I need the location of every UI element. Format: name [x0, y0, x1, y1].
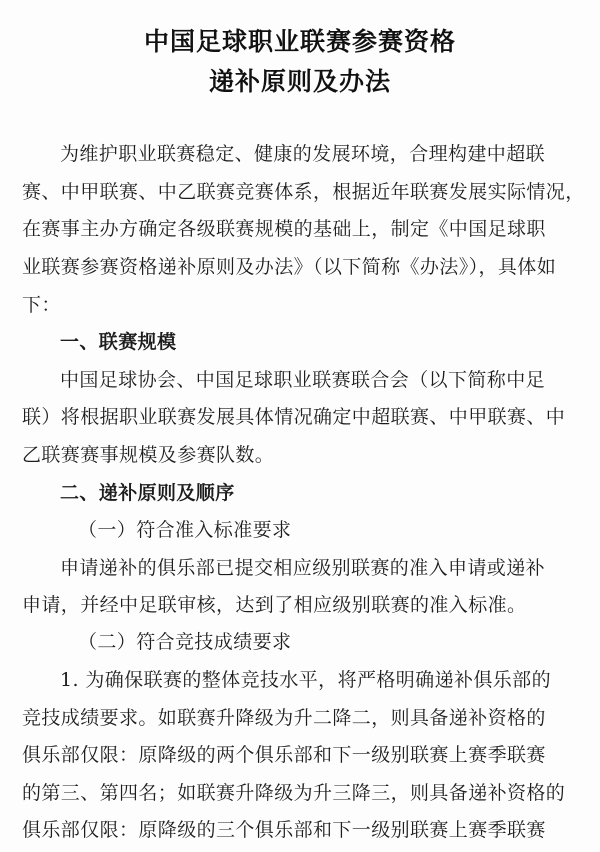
subsection-paragraph-line: 申请，并经中足联审核，达到了相应级别联赛的准入标准。 — [22, 594, 527, 616]
intro-paragraph-line: 业联赛参赛资格递补原则及办法》（以下简称《办法》），具体如 — [22, 256, 557, 278]
subsection-heading-access: （一）符合准入标准要求 — [78, 519, 292, 541]
subsection-heading-performance: （二）符合竞技成绩要求 — [78, 631, 292, 653]
subsection-paragraph-line: 竞技成绩要求。如联赛升降级为升二降二，则具备递补资格的 — [22, 707, 546, 729]
section-heading-scale: 一、联赛规模 — [60, 331, 177, 353]
section-paragraph-line: 乙联赛赛事规模及参赛队数。 — [22, 444, 275, 466]
section-paragraph-line: 联）将根据职业联赛发展具体情况确定中超联赛、中甲联赛、中 — [22, 406, 566, 428]
intro-paragraph-line: 为维护职业联赛稳定、健康的发展环境，合理构建中超联 — [60, 143, 546, 165]
subsection-paragraph-line: 申请递补的俱乐部已提交相应级别联赛的准入申请或递补 — [60, 557, 546, 579]
subsection-paragraph-line: 的第三、第四名；如联赛升降级为升三降三，则具备递补资格的 — [22, 782, 566, 804]
subsection-paragraph-line: 1. 为确保联赛的整体竞技水平，将严格明确递补俱乐部的 — [60, 669, 551, 691]
intro-paragraph-line: 下： — [22, 294, 61, 316]
document-title-line-2: 递补原则及办法 — [208, 67, 391, 96]
subsection-paragraph-line: 俱乐部仅限：原降级的三个俱乐部和下一级别联赛上赛季联赛 — [22, 819, 546, 841]
section-heading-principles: 二、递补原则及顺序 — [60, 482, 235, 504]
document-title-line-1: 中国足球职业联赛参赛资格 — [143, 27, 456, 56]
intro-paragraph-line: 赛、中甲联赛、中乙联赛竞赛体系，根据近年联赛发展实际情况， — [22, 181, 585, 203]
section-paragraph-line: 中国足球协会、中国足球职业联赛联合会（以下简称中足 — [60, 369, 546, 391]
intro-paragraph-line: 在赛事主办方确定各级联赛规模的基础上，制定《中国足球职 — [22, 218, 546, 240]
subsection-paragraph-line: 俱乐部仅限：原降级的两个俱乐部和下一级别联赛上赛季联赛 — [22, 744, 546, 766]
